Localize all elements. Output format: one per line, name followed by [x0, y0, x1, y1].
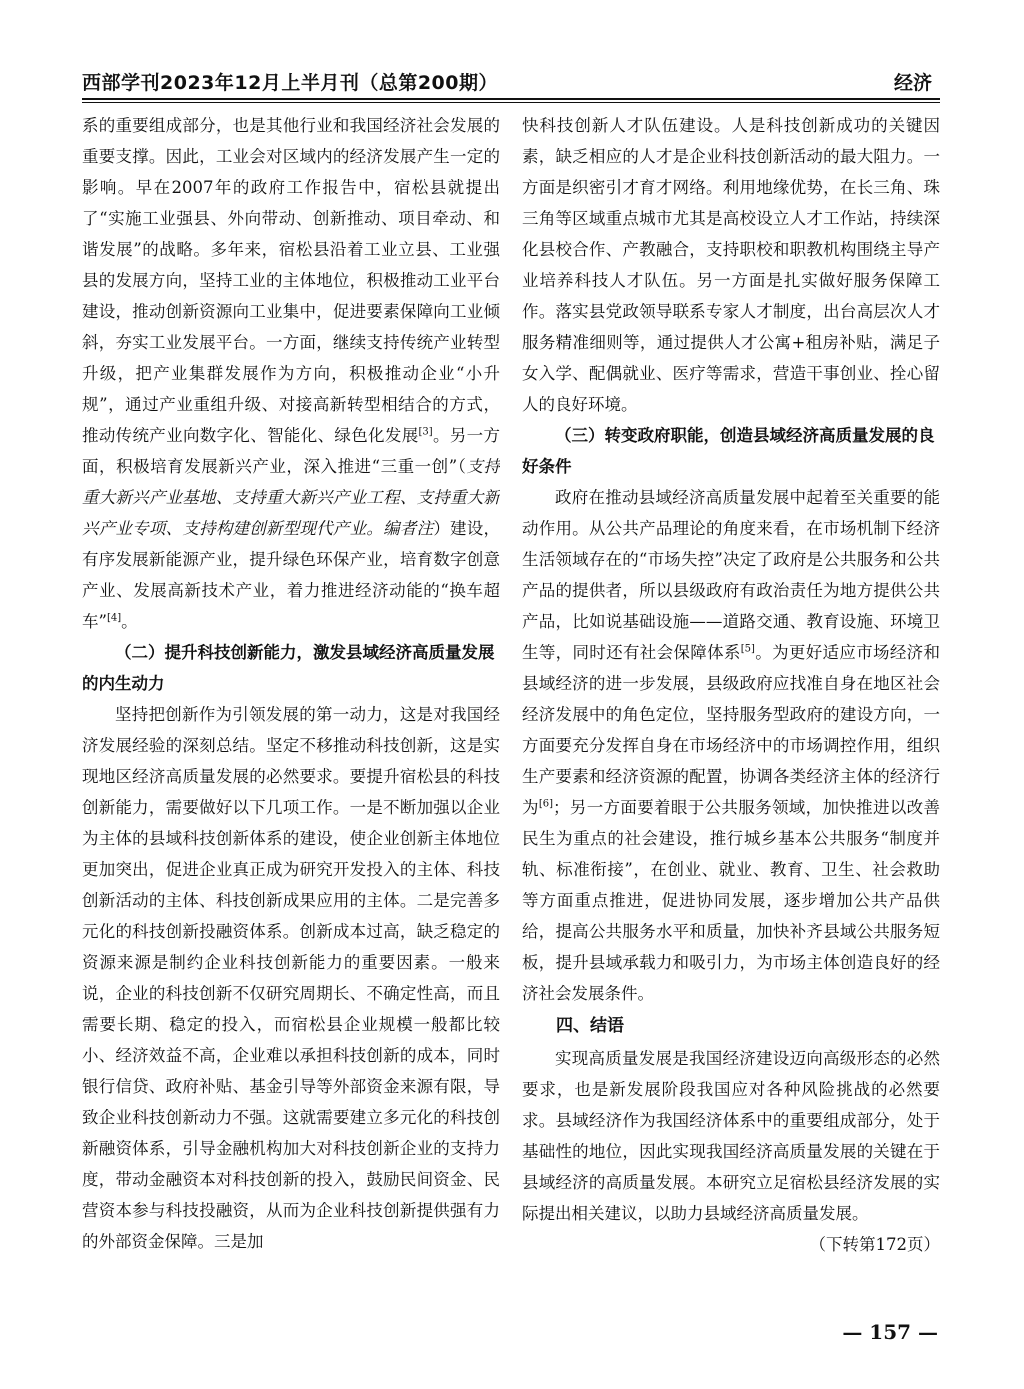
paragraph-text: 实现高质量发展是我国经济建设迈向高级形态的必然要求，也是新发展阶段我国应对各种风险挑战的必然要求。县域经济作为我国经济体系中的重要组成部分，处于基础性的地位，因此实现我国经济高质量发展的关键在于县域经济的高质量发展。本研究立足宿松县经济发展的实际提出相关建议，以助力县域经济高质量发展。 — [522, 1049, 940, 1223]
editor-note: 支持重大新兴产业基地、支持重大新兴产业工程、支持重大新兴产业专项、支持构建创新型现代产业。编者注 — [82, 457, 500, 538]
paragraph-text: 。另一方面，积极培育发展新兴产业，深入推进“三重一创”（ — [82, 426, 500, 476]
section-label: 经济 — [893, 72, 932, 94]
header-rule-thin — [82, 102, 940, 103]
paragraph-text: ；另一方面要着眼于公共服务领域，加快推进以改善民生为重点的社会建设，推行城乡基本公共服务“制度并轨、标准衔接”，在创业、就业、教育、卫生、社会救助等方面重点推进，促进协同发展，逐步增加公共产品供给，提高公共服务水平和质量，加快补齐县域公共服务短板，提升县域承载力和吸引力，为市场主体创造良好的经济社会发展条件。 — [522, 798, 940, 1003]
citation: [5] — [740, 643, 755, 655]
paragraph — [82, 110, 500, 637]
continued-note: （下转第172页） — [809, 1235, 940, 1254]
section-heading: 四、结语 — [556, 1016, 624, 1036]
citation: [6] — [538, 798, 554, 810]
paragraph-text: 。 — [121, 612, 138, 631]
citation: [3] — [418, 426, 433, 438]
paragraph — [522, 1043, 940, 1254]
paragraph — [522, 482, 940, 1009]
paragraph-text: 。为更好适应市场经济和县域经济的进一步发展，县级政府应找准自身在地区社会经济发展中的角色定位，坚持服务型政府的建设方向，一方面要充分发挥自身在市场经济中的市场调控作用，组织生产要素和经济资源的配置，协调各类经济主体的经济行为 — [522, 643, 940, 817]
paragraph-text: 系的重要组成部分，也是其他行业和我国经济社会发展的重要支撑。因此，工业会对区域内的经济发展产生一定的影响。早在2007年的政府工作报告中，宿松县就提出了“实施工业强县、外向带动、创新推动、项目牵动、和谐发展”的战略。多年来，宿松县沿着工业立县、工业强县的发展方向，坚持工业的主体地位，积极推动工业平台建设，推动创新资源向工业集中，促进要素保障向工业倾斜，夯实工业发展平台。一方面，继续支持传统产业转型升级，把产业集群发展作为方向，积极推动企业“小升规”，通过产业重组升级、对接高新转型相结合的方式，推动传统产业向数字化、智能化、绿色化发展 — [82, 116, 500, 445]
paragraph: 坚持把创新作为引领发展的第一动力，这是对我国经济发展经验的深刻总结。坚定不移推动科技创新，这是实现地区经济高质量发展的必然要求。要提升宿松县的科技创新能力，需要做好以下几项工作。一是不断加强以企业为主体的县域科技创新体系的建设，使企业创新主体地位更加突出，促进企业真正成为研究开发投入的主体、科技创新活动的主体、科技创新成果应用的主体。二是完善多元化的科技创新投融资体系。创新成本过高，缺乏稳定的资源来源是制约企业科技创新能力的重要因素。一般来说，企业的科技创新不仅研究周期长、不确定性高，而且需要长期、稳定的投入，而宿松县企业规模一般都比较小、经济效益不高，企业难以承担科技创新的成本，同时银行信贷、政府补贴、基金引导等外部资金来源有限，导致企业科技创新动力不强。这就需要建立多元化的科技创新融资体系，引导金融机构加大对科技创新企业的支持力度，带动金融资本对科技创新的投入，鼓励民间资金、民营资本参与科技投融资，从而为企业科技创新提供强有力的外部资金保障。三是加 — [82, 705, 500, 1251]
paragraph: 快科技创新人才队伍建设。人是科技创新成功的关键因素，缺乏相应的人才是企业科技创新活动的最大阻力。一方面是织密引才育才网络。利用地缘优势，在长三角、珠三角等区域重点城市尤其是高校设立人才工作站，持续深化县校合作、产教融合，支持职校和职教机构围绕主导产业培养科技人才队伍。另一方面是扎实做好服务保障工作。落实县党政领导联系专家人才制度，出台高层次人才服务精准细则等，通过提供人才公寓+租房补贴，满足子女入学、配偶就业、医疗等需求，营造干事创业、拴心留人的良好环境。 — [522, 116, 940, 414]
header-rule — [82, 98, 940, 100]
paragraph-text: 政府在推动县域经济高质量发展中起着至关重要的能动作用。从公共产品理论的角度来看，在市场机制下经济生活领域存在的“市场失控”决定了政府是公共服务和公共产品的提供者，所以县级政府有政治责任为地方提供公共产品，比如说基础设施——道路交通、教育设施、环境卫生等，同时还有社会保障体系 — [522, 488, 940, 662]
subsection-heading: （二）提升科技创新能力，激发县域经济高质量发展的内生动力 — [82, 643, 495, 693]
page-number: — 157 — — [842, 1320, 938, 1344]
right-column — [522, 110, 940, 1300]
journal-title: 西部学刊2023年12月上半月刊（总第200期） — [82, 72, 498, 94]
left-column — [82, 110, 500, 1300]
subsection-heading: （三）转变政府职能，创造县域经济高质量发展的良好条件 — [522, 426, 935, 476]
paragraph-text: ）建设，有序发展新能源产业，提升绿色环保产业，培育数字创意产业、发展高新技术产业，着力推进经济动能的“换车超车” — [82, 519, 500, 631]
running-header — [82, 66, 940, 100]
citation: [4] — [106, 612, 122, 624]
